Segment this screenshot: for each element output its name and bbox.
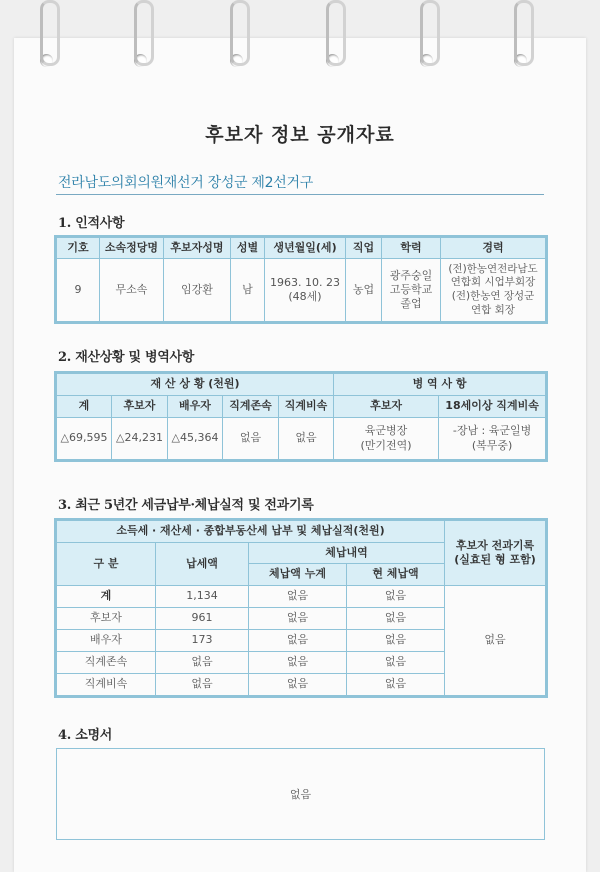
education-line: 광주숭일	[389, 268, 433, 282]
education-line: 고등학교	[389, 282, 433, 296]
candidate-number: 9	[57, 259, 100, 322]
education-line: 졸업	[400, 297, 422, 311]
header-ascendant: 직계존속	[223, 396, 279, 418]
statement-box	[56, 748, 545, 840]
header-arrears-current: 현 체납액	[347, 564, 445, 586]
subtitle-divider	[56, 194, 544, 195]
row-label: 계	[57, 586, 156, 608]
binder-ring	[134, 0, 154, 66]
tax-group-header: 소득세 · 재산세 · 종합부동산세 납부 및 체납실적(천원)	[57, 521, 445, 543]
header-paid: 납세액	[156, 543, 249, 586]
section-heading-statement: 4. 소명서	[58, 728, 112, 743]
career-line: (전)한농연전라남도	[448, 262, 538, 275]
candidate-name: 임강환	[164, 259, 231, 322]
property-total: △69,595	[57, 418, 112, 460]
gender: 남	[231, 259, 265, 322]
binder-ring	[230, 0, 250, 66]
row-paid: 없음	[156, 674, 249, 696]
statement-content: 없음	[289, 788, 312, 801]
row-arrears-total: 없음	[249, 586, 347, 608]
row-paid: 173	[156, 630, 249, 652]
criminal-record-value: 없음	[445, 586, 546, 696]
row-arrears-total: 없음	[249, 608, 347, 630]
binder-ring	[420, 0, 440, 66]
header-military-candidate: 후보자	[334, 396, 439, 418]
criminal-header-line: 후보자 전과기록	[455, 538, 535, 552]
header-arrears-total: 체납액 누계	[249, 564, 347, 586]
military-descendant-line: -장남 : 육군일병	[452, 424, 532, 438]
header-number: 기호	[57, 238, 100, 259]
binder-ring	[514, 0, 534, 66]
military-candidate-line: (만기전역)	[360, 438, 412, 452]
section-heading-property: 2. 재산상황 및 병역사항	[58, 350, 194, 365]
row-arrears-total: 없음	[249, 652, 347, 674]
election-subtitle: 전라남도의회의원재선거 장성군 제2선거구	[58, 175, 313, 191]
row-label: 직계존속	[57, 652, 156, 674]
header-job: 직업	[346, 238, 382, 259]
birth-date-cell	[265, 259, 346, 322]
criminal-record-header	[445, 521, 546, 586]
occupation: 농업	[346, 259, 382, 322]
property-ascendant: 없음	[223, 418, 279, 460]
birth-date: 1963. 10. 23	[270, 275, 340, 289]
header-education: 학력	[382, 238, 441, 259]
personal-info-table	[56, 237, 546, 322]
header-candidate: 후보자	[112, 396, 168, 418]
section-heading-personal: 1. 인적사항	[58, 216, 125, 231]
row-paid: 없음	[156, 652, 249, 674]
header-birth: 생년월일(세)	[265, 238, 346, 259]
property-candidate: △24,231	[112, 418, 168, 460]
military-candidate-line: 육군병장	[364, 424, 408, 438]
property-spouse: △45,364	[168, 418, 223, 460]
header-gender: 성별	[231, 238, 265, 259]
career-line: (전)한농연 장성군	[451, 290, 535, 302]
row-arrears-current: 없음	[347, 586, 445, 608]
property-group-header: 재 산 상 황 (천원)	[57, 374, 334, 396]
property-descendant: 없음	[279, 418, 334, 460]
header-party: 소속정당명	[100, 238, 164, 259]
header-descendant: 직계비속	[279, 396, 334, 418]
header-total: 계	[57, 396, 112, 418]
row-label: 배우자	[57, 630, 156, 652]
row-arrears-current: 없음	[347, 652, 445, 674]
row-paid: 1,134	[156, 586, 249, 608]
row-label: 직계비속	[57, 674, 156, 696]
career-line: 연합회 시업부회장	[450, 276, 536, 289]
career-line: 연합 회장	[471, 303, 515, 316]
tax-criminal-table	[56, 520, 546, 696]
row-arrears-current: 없음	[347, 630, 445, 652]
row-paid: 961	[156, 608, 249, 630]
education-cell	[382, 259, 441, 322]
military-descendant-cell	[439, 418, 546, 460]
party-name: 무소속	[100, 259, 164, 322]
header-name: 후보자성명	[164, 238, 231, 259]
row-arrears-total: 없음	[249, 630, 347, 652]
row-arrears-total: 없음	[249, 674, 347, 696]
military-group-header: 병 역 사 항	[334, 374, 546, 396]
property-military-table	[56, 373, 546, 460]
career-cell	[441, 259, 546, 322]
criminal-header-line: (실효된 형 포함)	[454, 553, 536, 566]
row-label: 후보자	[57, 608, 156, 630]
binder-ring	[326, 0, 346, 66]
header-career: 경력	[441, 238, 546, 259]
header-arrears-group: 체납내역	[249, 543, 445, 564]
military-descendant-line: (복무중)	[471, 438, 513, 452]
page-title: 후보자 정보 공개자료	[205, 124, 395, 146]
header-spouse: 배우자	[168, 396, 223, 418]
header-military-descendant: 18세이상 직계비속	[439, 396, 546, 418]
military-candidate-cell	[334, 418, 439, 460]
row-arrears-current: 없음	[347, 674, 445, 696]
row-arrears-current: 없음	[347, 608, 445, 630]
section-heading-tax: 3. 최근 5년간 세금납부·체납실적 및 전과기록	[58, 498, 314, 513]
binder-ring	[40, 0, 60, 66]
header-category: 구 분	[57, 543, 156, 586]
age: (48세)	[288, 290, 322, 303]
